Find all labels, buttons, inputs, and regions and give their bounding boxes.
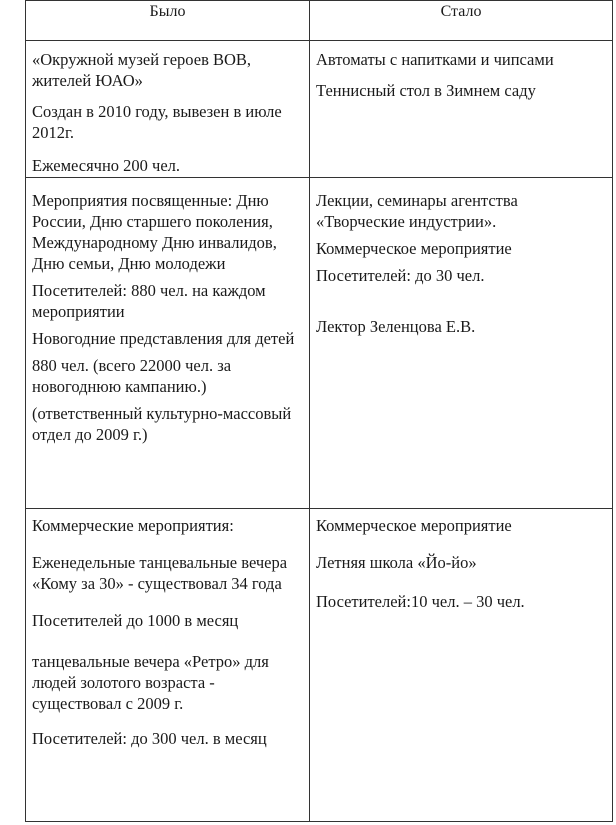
cell-paragraph: Посетителей до 1000 в месяц <box>32 611 239 630</box>
table-row <box>26 178 613 509</box>
table-cell-was <box>26 178 310 509</box>
table-cell-was <box>26 41 310 178</box>
cell-paragraph: Еженедельные танцевальные вечера «Кому за 30» - существовал 34 года <box>32 553 288 593</box>
cell-paragraph: (ответственный культурно-массовый отдел до 2009 г.) <box>32 404 292 444</box>
cell-paragraph: Теннисный стол в Зимнем саду <box>316 81 536 100</box>
cell-paragraph: Посетителей:10 чел. – 30 чел. <box>316 592 525 611</box>
cell-paragraph: Летняя школа «Йо-йо» <box>316 553 477 572</box>
header-became: Стало <box>310 1 613 41</box>
cell-paragraph: Посетителей: до 30 чел. <box>316 266 485 285</box>
cell-paragraph: Посетителей: 880 чел. на каждом мероприятии <box>32 281 266 321</box>
cell-paragraph: Создан в 2010 году, вывезен в июле 2012г. <box>32 102 282 142</box>
table-header-row <box>26 1 613 41</box>
table-row <box>26 41 613 178</box>
cell-paragraph: Посетителей: до 300 чел. в месяц <box>32 729 267 748</box>
cell-paragraph: 880 чел. (всего 22000 чел. за новогоднюю кампанию.) <box>32 356 232 396</box>
table-cell-became <box>310 509 613 822</box>
cell-paragraph: Коммерческие мероприятия: <box>32 516 234 535</box>
cell-paragraph: Коммерческое мероприятие <box>316 239 512 258</box>
table-cell-became <box>310 178 613 509</box>
cell-paragraph: Лектор Зеленцова Е.В. <box>316 317 476 336</box>
table-row <box>26 509 613 822</box>
cell-paragraph: Коммерческое мероприятие <box>316 516 512 535</box>
table-cell-was <box>26 509 310 822</box>
cell-paragraph: Автоматы с напитками и чипсами <box>316 50 554 69</box>
cell-paragraph: «Окружной музей героев ВОВ, жителей ЮАО» <box>32 50 252 90</box>
cell-paragraph: Лекции, семинары агентства «Творческие индустрии». <box>316 191 518 231</box>
cell-paragraph: Мероприятия посвященные: Дню России, Дню старшего поколения, Международному Дню инвалидов, Дню семьи, Дню молодежи <box>32 191 277 273</box>
document-page <box>25 0 612 822</box>
header-was: Было <box>26 1 310 41</box>
cell-paragraph: танцевальные вечера «Ретро» для людей золотого возраста - существовал с 2009 г. <box>32 652 269 713</box>
cell-paragraph: Ежемесячно 200 чел. <box>32 156 181 175</box>
cell-paragraph: Новогодние представления для детей <box>32 329 295 348</box>
table-cell-became <box>310 41 613 178</box>
comparison-table <box>25 0 613 822</box>
